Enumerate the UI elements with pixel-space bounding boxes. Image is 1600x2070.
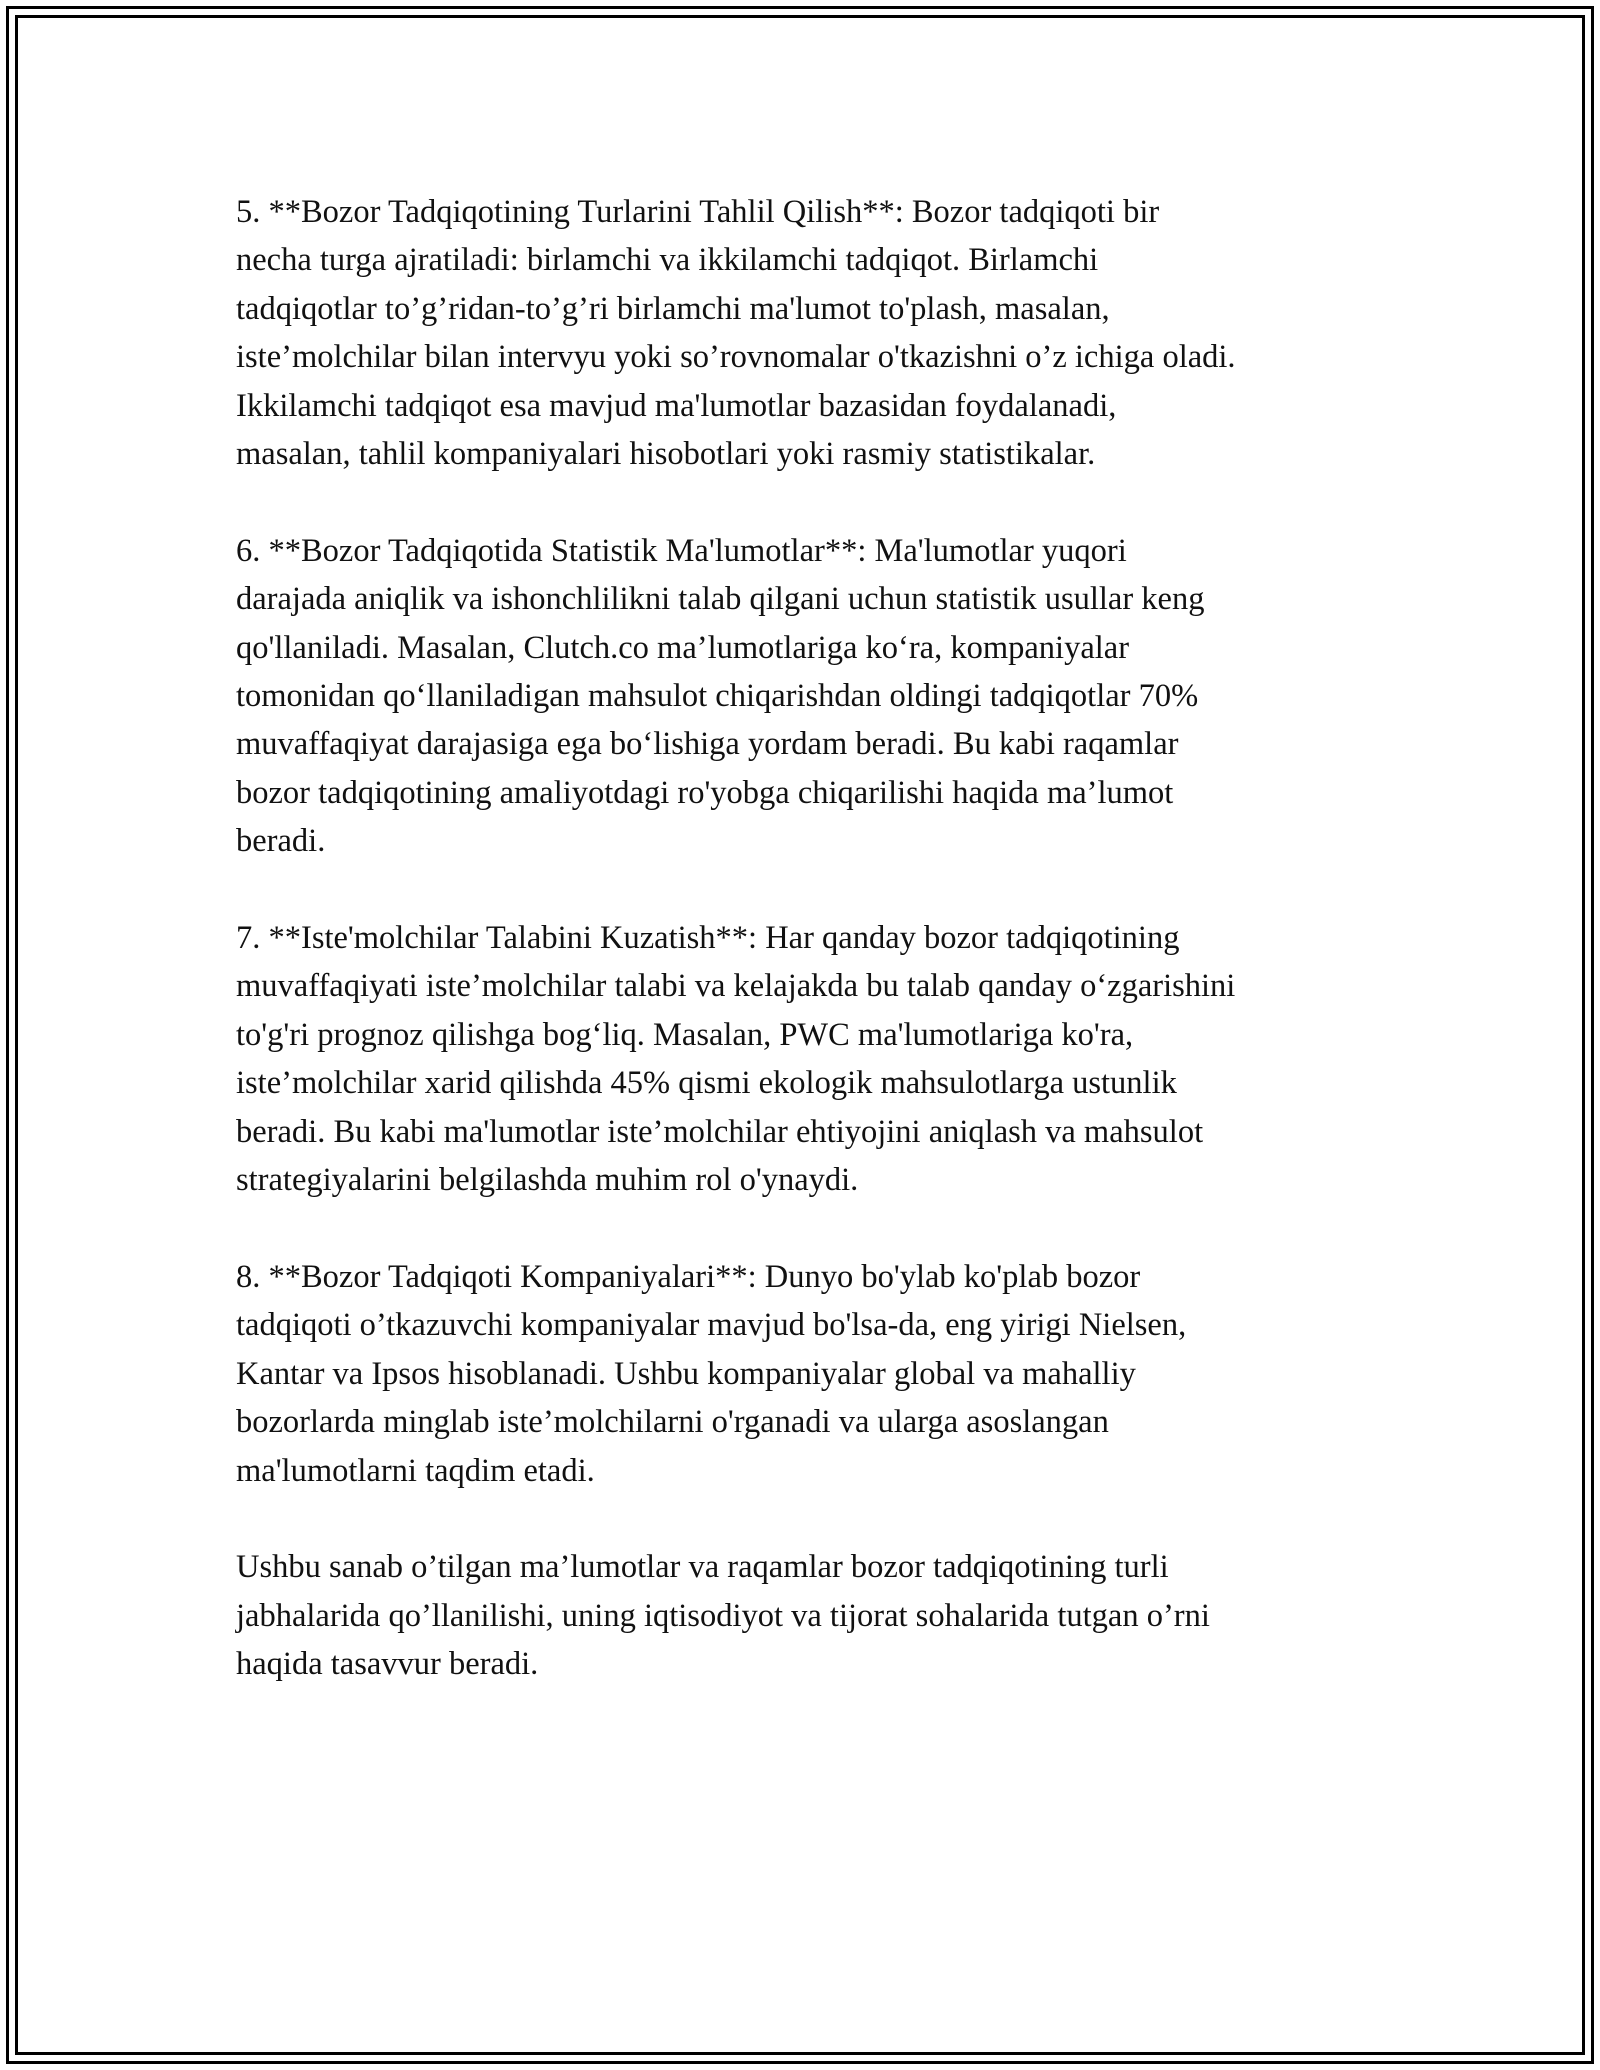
text-line: strategiyalarini belgilashda muhim rol o'ynaydi.: [236, 1162, 859, 1199]
paragraph: [236, 527, 1386, 866]
text-line: ma'lumotlarni taqdim etadi.: [236, 1452, 595, 1489]
text-line: muvaffaqiyat darajasiga ega bo‘lishiga yordam beradi. Bu kabi raqamlar: [236, 726, 1179, 763]
text-line: qo'llaniladi. Masalan, Clutch.co ma’lumotlariga ko‘ra, kompaniyalar: [236, 629, 1130, 666]
text-line: 6. **Bozor Tadqiqotida Statistik Ma'lumotlar**: Ma'lumotlar yuqori: [236, 532, 1127, 569]
paragraph: [236, 1253, 1386, 1495]
text-line: necha turga ajratiladi: birlamchi va ikkilamchi tadqiqot. Birlamchi: [236, 242, 1099, 279]
text-line: darajada aniqlik va ishonchlilikni talab qilgani uchun statistik usullar keng: [236, 581, 1205, 618]
text-line: tomonidan qo‘llaniladigan mahsulot chiqarishdan oldingi tadqiqotlar 70%: [236, 678, 1199, 715]
text-line: 8. **Bozor Tadqiqoti Kompaniyalari**: Dunyo bo'ylab ko'plab bozor: [236, 1258, 1141, 1295]
text-line: 7. **Iste'molchilar Talabini Kuzatish**: Har qanday bozor tadqiqotining: [236, 920, 1180, 957]
text-line: beradi.: [236, 823, 326, 860]
text-line: beradi. Bu kabi ma'lumotlar iste’molchilar ehtiyojini aniqlash va mahsulot: [236, 1113, 1204, 1150]
text-line: iste’molchilar bilan intervyu yoki so’rovnomalar o'tkazishni o’z ichiga oladi.: [236, 339, 1236, 376]
text-line: Ikkilamchi tadqiqot esa mavjud ma'lumotlar bazasidan foydalanadi,: [236, 387, 1117, 424]
document-body: [236, 188, 1386, 1737]
text-line: Kantar va Ipsos hisoblanadi. Ushbu kompaniyalar global va mahalliy: [236, 1355, 1136, 1392]
text-line: iste’molchilar xarid qilishda 45% qismi ekologik mahsulotlarga ustunlik: [236, 1065, 1177, 1102]
paragraph: [236, 914, 1386, 1204]
text-line: bozor tadqiqotining amaliyotdagi ro'yobga chiqarilishi haqida ma’lumot: [236, 774, 1174, 811]
text-line: muvaffaqiyati iste’molchilar talabi va kelajakda bu talab qanday o‘zgarishini: [236, 968, 1236, 1005]
text-line: masalan, tahlil kompaniyalari hisobotlari yoki rasmiy statistikalar.: [236, 436, 1096, 473]
text-line: jabhalarida qo’llanilishi, uning iqtisodiyot va tijorat sohalarida tutgan o’rni: [236, 1597, 1210, 1634]
text-line: tadqiqoti o’tkazuvchi kompaniyalar mavjud bo'lsa-da, eng yirigi Nielsen,: [236, 1307, 1187, 1344]
text-line: bozorlarda minglab iste’molchilarni o'rganadi va ularga asoslangan: [236, 1404, 1109, 1441]
text-line: to'g'ri prognoz qilishga bog‘liq. Masalan, PWC ma'lumotlariga ko'ra,: [236, 1016, 1134, 1053]
text-line: tadqiqotlar to’g’ridan-to’g’ri birlamchi ma'lumot to'plash, masalan,: [236, 290, 1110, 327]
paragraph: [236, 1543, 1386, 1688]
text-line: haqida tasavvur beradi.: [236, 1646, 539, 1683]
text-line: Ushbu sanab o’tilgan ma’lumotlar va raqamlar bozor tadqiqotining turli: [236, 1549, 1169, 1586]
paragraph: [236, 188, 1386, 478]
text-line: 5. **Bozor Tadqiqotining Turlarini Tahlil Qilish**: Bozor tadqiqoti bir: [236, 194, 1160, 230]
